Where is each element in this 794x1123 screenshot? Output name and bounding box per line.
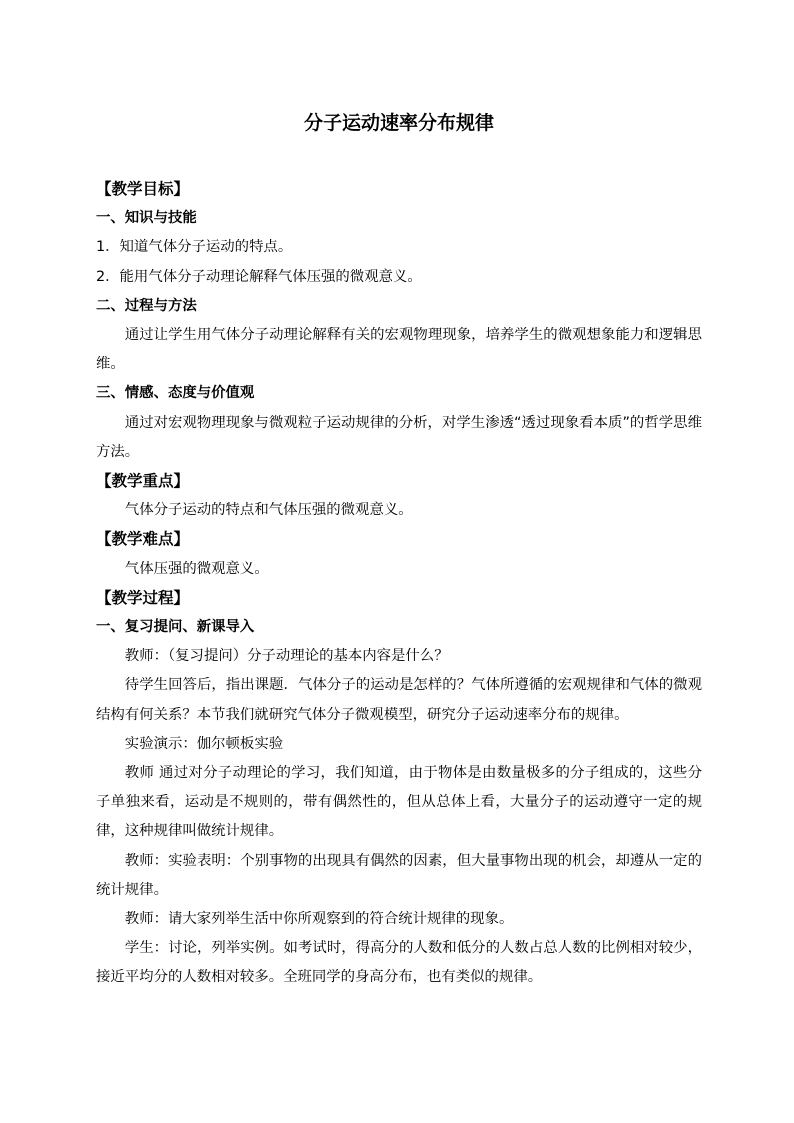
teacher-explain-paragraph: 教师 通过对分子动理论的学习，我们知道，由于物体是由数量极多的分子组成的，这些分子单独来看，运动是不规则的，带有偶然性的，但从总体上看，大量分子的运动遵守一定的规律，这种规律叫做统计规律。 <box>96 765 702 840</box>
experiment-result-paragraph: 教师：实验表明：个别事物的出现具有偶然的因素，但大量事物出现的机会，却遵从一定的统计规律。 <box>96 852 702 898</box>
emotion-values-heading: 三、情感、态度与价值观 <box>96 385 255 402</box>
review-intro-heading: 一、复习提问、新课导入 <box>96 619 255 636</box>
experiment-demo-paragraph: 实验演示：伽尔顿板实验 <box>124 735 284 752</box>
difficult-points-heading: 【教学难点】 <box>96 530 190 549</box>
key-points-paragraph: 气体分子运动的特点和气体压强的微观意义。 <box>124 502 413 519</box>
emotion-values-paragraph: 通过对宏观物理现象与微观粒子运动规律的分析，对学生渗透“透过现象看本质”的哲学思维方法。 <box>96 414 702 460</box>
difficult-points-paragraph: 气体压强的微观意义。 <box>124 560 269 577</box>
process-method-heading: 二、过程与方法 <box>96 297 197 314</box>
knowledge-skills-heading: 一、知识与技能 <box>96 210 197 227</box>
teaching-goals-heading: 【教学目标】 <box>96 180 190 198</box>
topic-intro-paragraph: 待学生回答后，指出课题．气体分子的运动是怎样的？气体所遵循的宏观规律和气体的微观结构有何关系？本节我们就研究气体分子微观模型，研究分子运动速率分布的规律。 <box>96 677 702 723</box>
document-body <box>96 175 702 993</box>
teacher-question-paragraph: 教师：（复习提问）分子动理论的基本内容是什么？ <box>124 648 449 665</box>
teaching-process-heading: 【教学过程】 <box>96 588 190 607</box>
key-points-heading: 【教学重点】 <box>96 472 190 491</box>
knowledge-item-2: 2．能用气体分子动理论解释气体压强的微观意义。 <box>96 268 422 285</box>
document-title: 分子运动速率分布规律 <box>303 112 494 134</box>
student-discussion-paragraph: 学生：讨论，列举实例。如考试时，得高分的人数和低分的人数占总人数的比例相对较少，接近平均分的人数相对较多。全班同学的身高分布，也有类似的规律。 <box>96 940 702 986</box>
teacher-prompt-paragraph: 教师：请大家列举生活中你所观察到的符合统计规律的现象。 <box>124 911 514 928</box>
knowledge-item-1: 1．知道气体分子运动的特点。 <box>96 239 293 256</box>
process-method-paragraph: 通过让学生用气体分子动理论解释有关的宏观物理现象，培养学生的微观想象能力和逻辑思维。 <box>96 327 702 373</box>
